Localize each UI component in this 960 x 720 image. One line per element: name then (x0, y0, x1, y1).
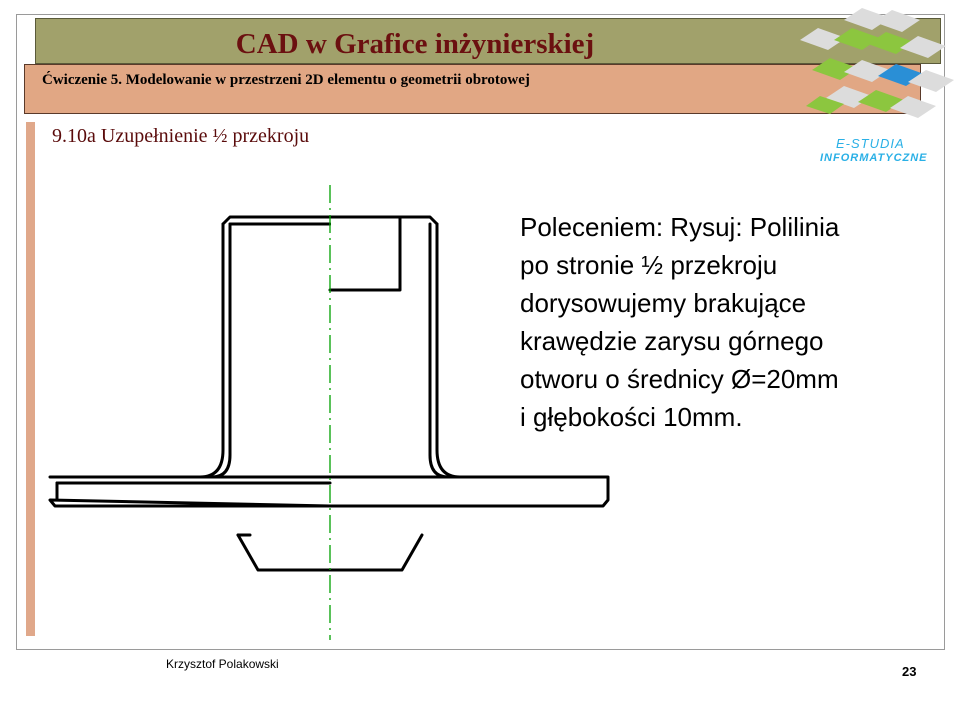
right-inner-side (430, 224, 448, 477)
logo-tiles (800, 8, 954, 118)
author-name: Krzysztof Polakowski (166, 657, 279, 671)
instruction-line: po stronie ½ przekroju (520, 250, 778, 280)
instruction-line: dorysowujemy brakujące (520, 288, 807, 318)
section-mask (331, 220, 339, 226)
instruction-line: Poleceniem: Rysuj: Polilinia (520, 212, 840, 242)
logo-text-estudia: E-STUDIA (836, 136, 905, 151)
instruction-line: i głębokości 10mm. (520, 402, 743, 432)
logo-text-informatyczne: INFORMATYCZNE (820, 152, 928, 164)
exercise-subtitle: Ćwiczenie 5. Modelowanie w przestrzeni 2D elementu o geometrii obrotowej (42, 72, 530, 88)
top-bore (330, 217, 400, 290)
instruction-text (520, 208, 940, 436)
instruction-line: krawędzie zarysu górnego (520, 326, 824, 356)
flange-outline (50, 477, 608, 506)
page-title: CAD w Grafice inżynierskiej (235, 28, 595, 60)
instruction-line: otworu o średnicy Ø=20mm (520, 364, 839, 394)
right-hub-wall (437, 224, 460, 477)
left-hub-wall (200, 224, 223, 477)
left-inner-side (212, 224, 230, 477)
page-number: 23 (902, 664, 917, 679)
section-title: 9.10a Uzupełnienie ½ przekroju (52, 125, 310, 147)
left-accent-bar (26, 122, 35, 636)
